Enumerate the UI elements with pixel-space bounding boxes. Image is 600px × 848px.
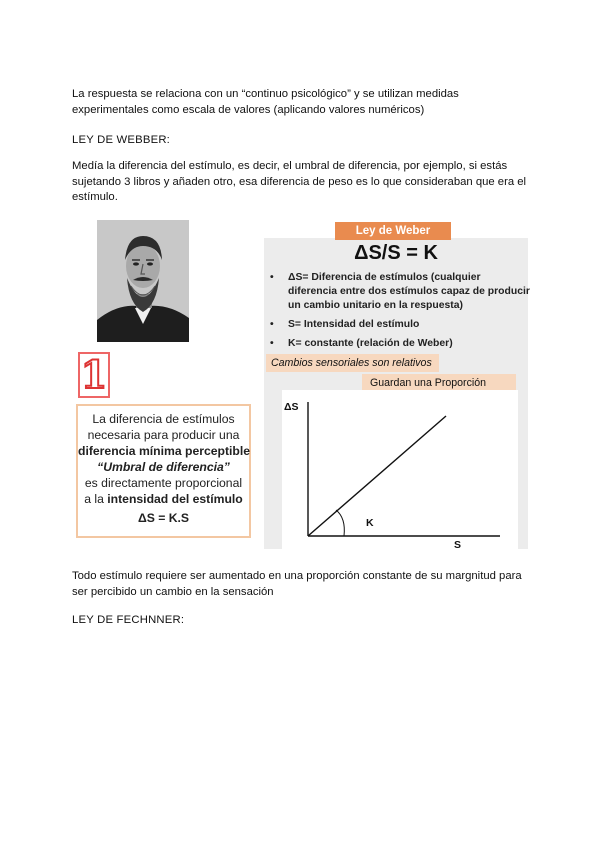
weber-bullet: • S= Intensidad del estímulo xyxy=(268,318,530,332)
weber-graph xyxy=(282,390,518,549)
definition-formula: ΔS = K.S xyxy=(137,511,190,525)
definition-line: es directamente proporcional xyxy=(84,476,243,490)
intro-paragraph: La respuesta se relaciona con un “continuo psicológico” y se utilizan medidas experimentales como escala de valores (aplicando valores numéricos) xyxy=(72,88,459,116)
graph-angle-arc xyxy=(336,510,344,536)
weber-bullet: • ΔS= Diferencia de estímulos (cualquier diferencia entre dos estímulos capaz de producir un cambio unitario en la respuesta) xyxy=(268,271,530,313)
weber-bullet: • K= constante (relación de Weber) xyxy=(268,337,530,351)
definition-line: La diferencia de estímulos xyxy=(92,412,235,426)
graph-x-label: S xyxy=(454,539,462,549)
note-proportion: Guardan una Proporción xyxy=(362,374,516,392)
definition-box xyxy=(76,404,251,538)
note-relative: Cambios sensoriales son relativos xyxy=(266,354,439,372)
definition-line: necesaria para producir una xyxy=(87,428,240,442)
graph-angle-label: K xyxy=(366,517,374,529)
weber-portrait xyxy=(97,220,189,342)
weber-panel-title: Ley de Weber xyxy=(335,222,451,240)
heading-webber: LEY DE WEBBER: xyxy=(72,134,171,146)
webber-paragraph: Medía la diferencia del estímulo, es decir, el umbral de diferencia, por ejemplo, si estás sujetando 3 libros y añaden otro, esa diferencia de peso es lo que consideraban que era el estímulo. xyxy=(72,160,527,203)
heading-fechner: LEY DE FECHNNER: xyxy=(72,614,185,626)
weber-bullets xyxy=(268,271,530,356)
definition-line-bold-part: intensidad del estímulo xyxy=(107,492,243,506)
definition-line-italic: “Umbral de diferencia” xyxy=(97,460,230,474)
graph-y-label: ΔS xyxy=(284,401,299,413)
definition-line-bold: diferencia mínima perceptible xyxy=(78,444,251,458)
definition-line-prefix: a la xyxy=(84,492,108,506)
number-badge: 1 xyxy=(78,352,110,398)
graph-proportional-line xyxy=(308,416,446,536)
closing-paragraph: Todo estímulo requiere ser aumentado en una proporción constante de su margnitud para ser percibido un cambio en la sensación xyxy=(72,570,522,598)
definition-line-mixed xyxy=(78,491,249,507)
weber-formula: ΔS/S = K xyxy=(354,242,438,264)
